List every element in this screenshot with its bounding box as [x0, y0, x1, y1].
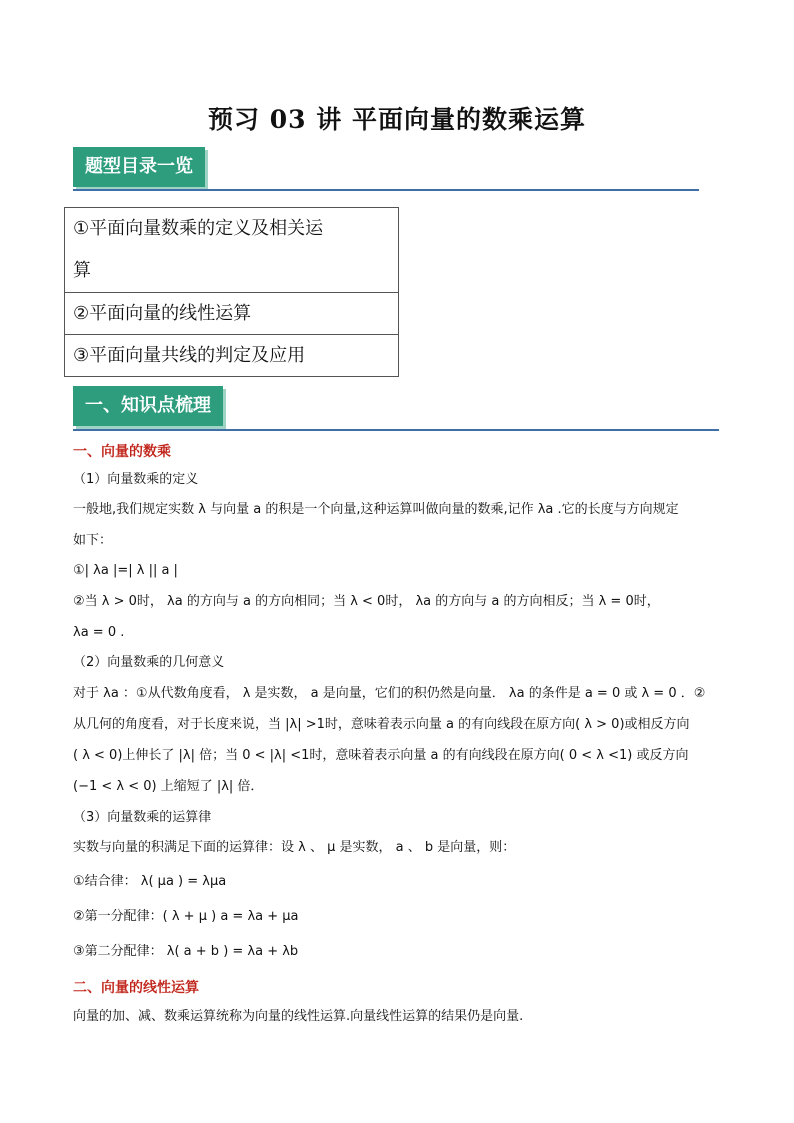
definition-line-2: 如下： [73, 533, 113, 548]
section1-heading: 一、向量的数乘 [73, 444, 171, 460]
knowledge-divider [73, 429, 719, 431]
laws-intro: 实数与向量的积满足下面的运算律：设 λ 、 μ 是实数， a 、 b 是向量，则： [73, 840, 516, 855]
toc-table [64, 207, 399, 377]
toc-banner: 题型目录一览 [73, 147, 205, 187]
toc-item-2[interactable]: ②平面向量的线性运算 [65, 293, 398, 335]
toc-item-3[interactable]: ③平面向量共线的判定及应用 [73, 345, 306, 366]
rule-item-2-line-1: ②当 λ > 0时， λa 的方向与 a 的方向相同；当 λ < 0时， λa 的方向与 a 的方向相反；当 λ = 0时， [73, 594, 660, 609]
sub2-heading: （2）向量数乘的几何意义 [73, 655, 225, 670]
geometric-line-2: 从几何的角度看，对于长度来说，当 |λ| >1时，意味着表示向量 a 的有向线段在原方向( λ > 0)或相反方向 [73, 717, 690, 732]
law-distributive-2: ③第二分配律： λ( a + b ) = λa + λb [73, 944, 299, 959]
geometric-line-1: 对于 λa ：①从代数角度看， λ 是实数， a 是向量，它们的积仍然是向量． λa 的条件是 a = 0 或 λ = 0 ．② [73, 686, 706, 701]
document-title: 预习 03 讲 平面向量的数乘运算 [208, 105, 586, 134]
rule-item-2-line-2: λa = 0 . [73, 625, 125, 640]
law-associative: ①结合律： λ( μa ) = λμa [73, 874, 227, 889]
definition-line-1: 一般地,我们规定实数 λ 与向量 a 的积是一个向量,这种运算叫做向量的数乘,记作 λa .它的长度与方向规定 [73, 502, 679, 517]
section2-text: 向量的加、减、数乘运算统称为向量的线性运算.向量线性运算的结果仍是向量. [73, 1009, 524, 1024]
geometric-line-3: ( λ < 0)上伸长了 |λ| 倍；当 0 < |λ| <1时，意味着表示向量 a 的有向线段在原方向( 0 < λ <1) 或反方向 [73, 748, 689, 763]
toc-item-1-line2: 算 [73, 260, 91, 281]
geometric-line-4: (−1 < λ < 0) 上缩短了 |λ| 倍． [73, 779, 264, 794]
section2-heading: 二、向量的线性运算 [73, 980, 199, 996]
toc-item-1-line1: ①平面向量数乘的定义及相关运 [73, 218, 324, 239]
sub1-heading: （1）向量数乘的定义 [73, 472, 199, 487]
sub3-heading: （3）向量数乘的运算律 [73, 810, 212, 825]
rule-item-1: ①| λa |=| λ || a | [73, 563, 178, 578]
toc-item-1[interactable] [65, 208, 398, 293]
knowledge-banner: 一、知识点梳理 [73, 386, 223, 426]
law-distributive-1: ②第一分配律：( λ + μ ) a = λa + μa [73, 909, 299, 924]
toc-divider [73, 189, 699, 191]
